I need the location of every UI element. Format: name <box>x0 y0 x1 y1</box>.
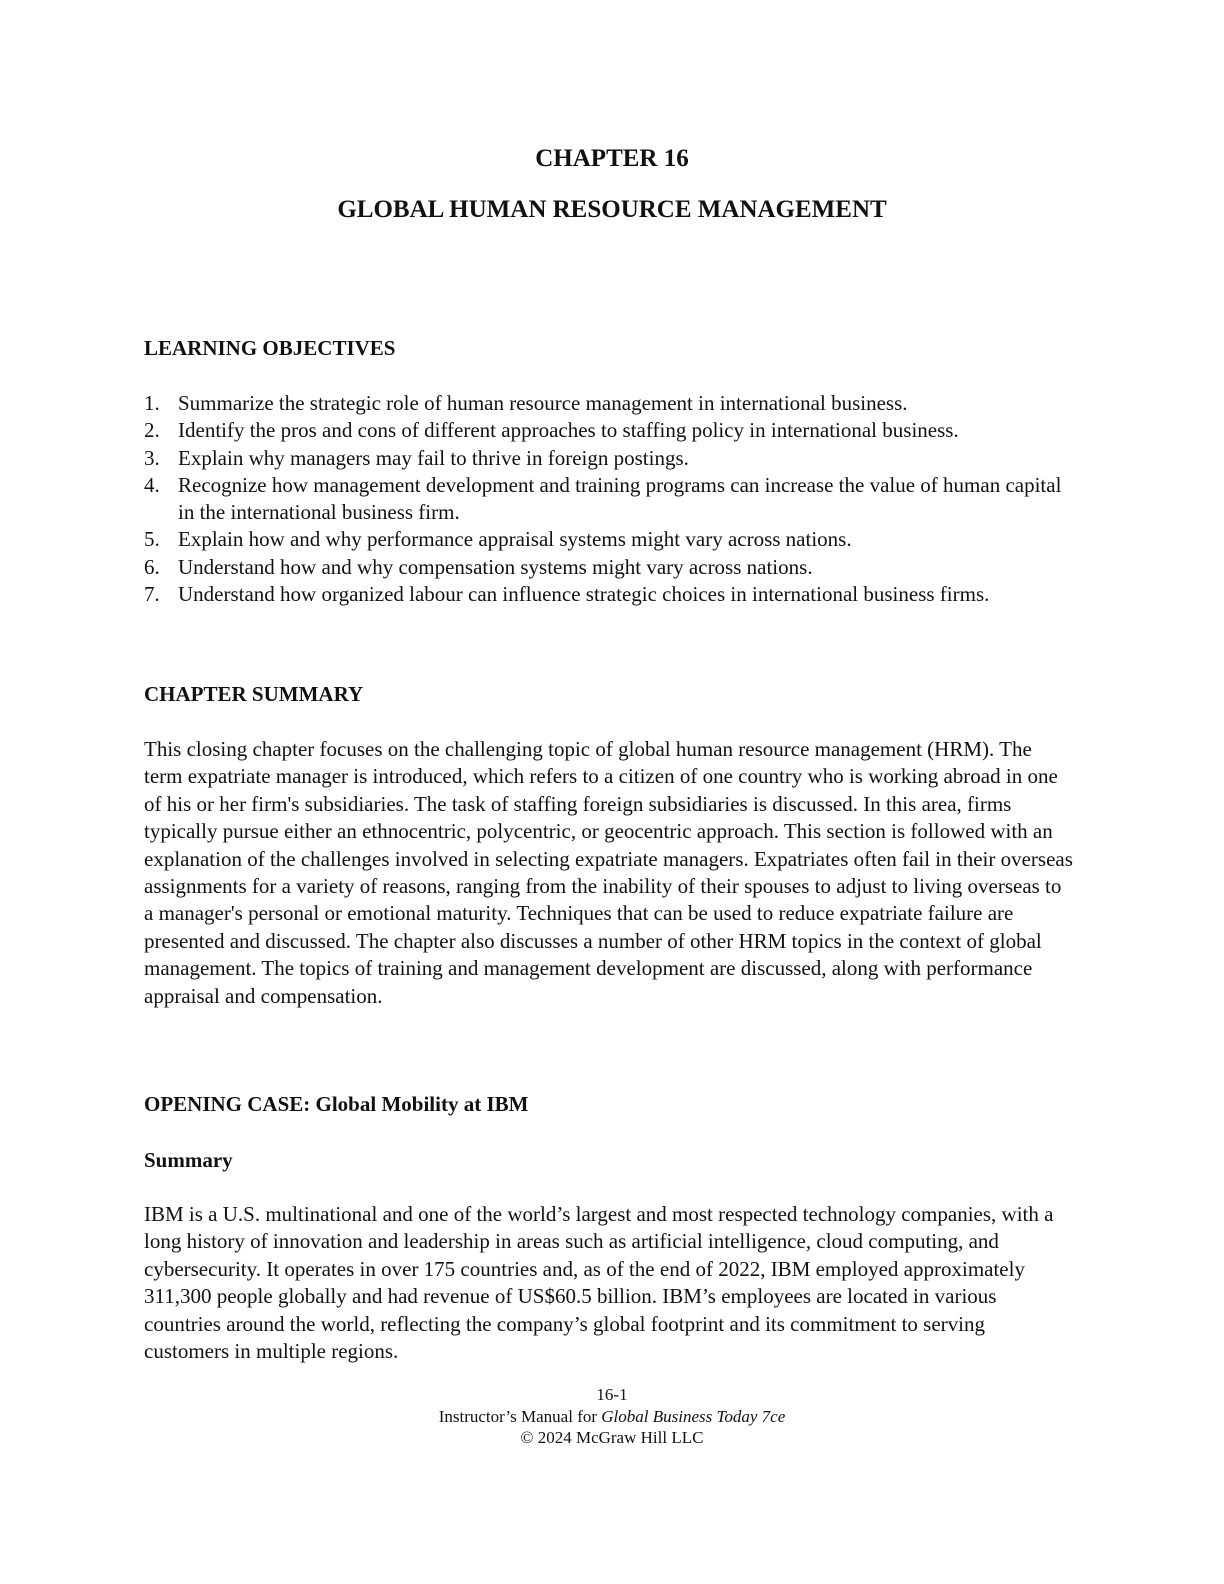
footer-copyright: © 2024 McGraw Hill LLC <box>520 1428 704 1447</box>
chapter-summary-text: This closing chapter focuses on the challenging topic of global human resource management (HRM). The term expatriate manager is introduced, which refers to a citizen of one country who is working abroad in one of his or her firm's subsidiaries. The task of staffing foreign subsidiaries is discussed. In this area, firms typically pursue either an ethnocentric, polycentric, or geocentric approach. This section is followed with an explanation of the challenges involved in selecting expatriate managers. Expatriates often fail in their overseas assignments for a variety of reasons, ranging from the inability of their spouses to adjust to living overseas to a manager's personal or emotional maturity. Techniques that can be used to reduce expatriate failure are presented and discussed. The chapter also discusses a number of other HRM topics in the context of global management. The topics of training and management development are discussed, along with performance appraisal and compensation. <box>144 737 1073 1008</box>
chapter-number: CHAPTER 16 <box>535 145 689 172</box>
chapter-summary-heading: CHAPTER SUMMARY <box>144 682 364 706</box>
page-footer <box>0 1384 1224 1449</box>
list-item-number: 2. <box>144 418 160 443</box>
footer-manual-prefix: Instructor’s Manual for <box>438 1406 602 1426</box>
list-item-number: 3. <box>144 445 160 470</box>
list-item <box>144 581 1074 608</box>
opening-case-text: IBM is a U.S. multinational and one of the world’s largest and most respected technology companies, with a long history of innovation and leadership in areas such as artificial intelligence, cloud computing, and cybersecurity. It operates in over 175 countries and, as of the end of 2022, IBM employed approximately 311,300 people globally and had revenue of US$60.5 billion. IBM’s employees are located in various countries around the world, reflecting the company’s global footprint and its commitment to serving customers in multiple regions. <box>144 1202 1054 1364</box>
list-item-number: 6. <box>144 554 160 579</box>
list-item-text: Identify the pros and cons of different approaches to staffing policy in international business. <box>178 418 959 443</box>
list-item-text: Explain why managers may fail to thrive in foreign postings. <box>178 445 689 470</box>
list-item-text: Summarize the strategic role of human resource management in international business. <box>178 391 908 415</box>
learning-objectives-list <box>144 390 1074 608</box>
chapter-title: GLOBAL HUMAN RESOURCE MANAGEMENT <box>337 196 887 223</box>
list-item-number: 5. <box>144 527 160 552</box>
list-item-number: 1. <box>144 391 160 415</box>
opening-case-heading: OPENING CASE: Global Mobility at IBM <box>144 1092 529 1116</box>
list-item <box>144 445 1074 472</box>
list-item-text: Understand how and why compensation systems might vary across nations. <box>178 554 813 579</box>
list-item <box>144 526 1074 553</box>
list-item-text: Understand how organized labour can influence strategic choices in international business firms. <box>178 582 990 607</box>
learning-objectives-heading: LEARNING OBJECTIVES <box>144 336 396 360</box>
list-item <box>144 554 1074 581</box>
list-item <box>144 417 1074 444</box>
list-item-text: Explain how and why performance appraisal systems might vary across nations. <box>178 527 852 552</box>
opening-case-subheading: Summary <box>144 1148 233 1172</box>
list-item-number: 7. <box>144 582 160 607</box>
list-item <box>144 390 1074 417</box>
page-number: 16-1 <box>596 1385 628 1404</box>
list-item <box>144 472 1074 527</box>
list-item-number: 4. <box>144 472 160 497</box>
footer-manual-line <box>0 1406 1224 1428</box>
list-item-text: Recognize how management development and training programs can increase the value of human capital in the international business firm. <box>178 472 1062 525</box>
footer-book-title: Global Business Today 7ce <box>601 1406 786 1426</box>
